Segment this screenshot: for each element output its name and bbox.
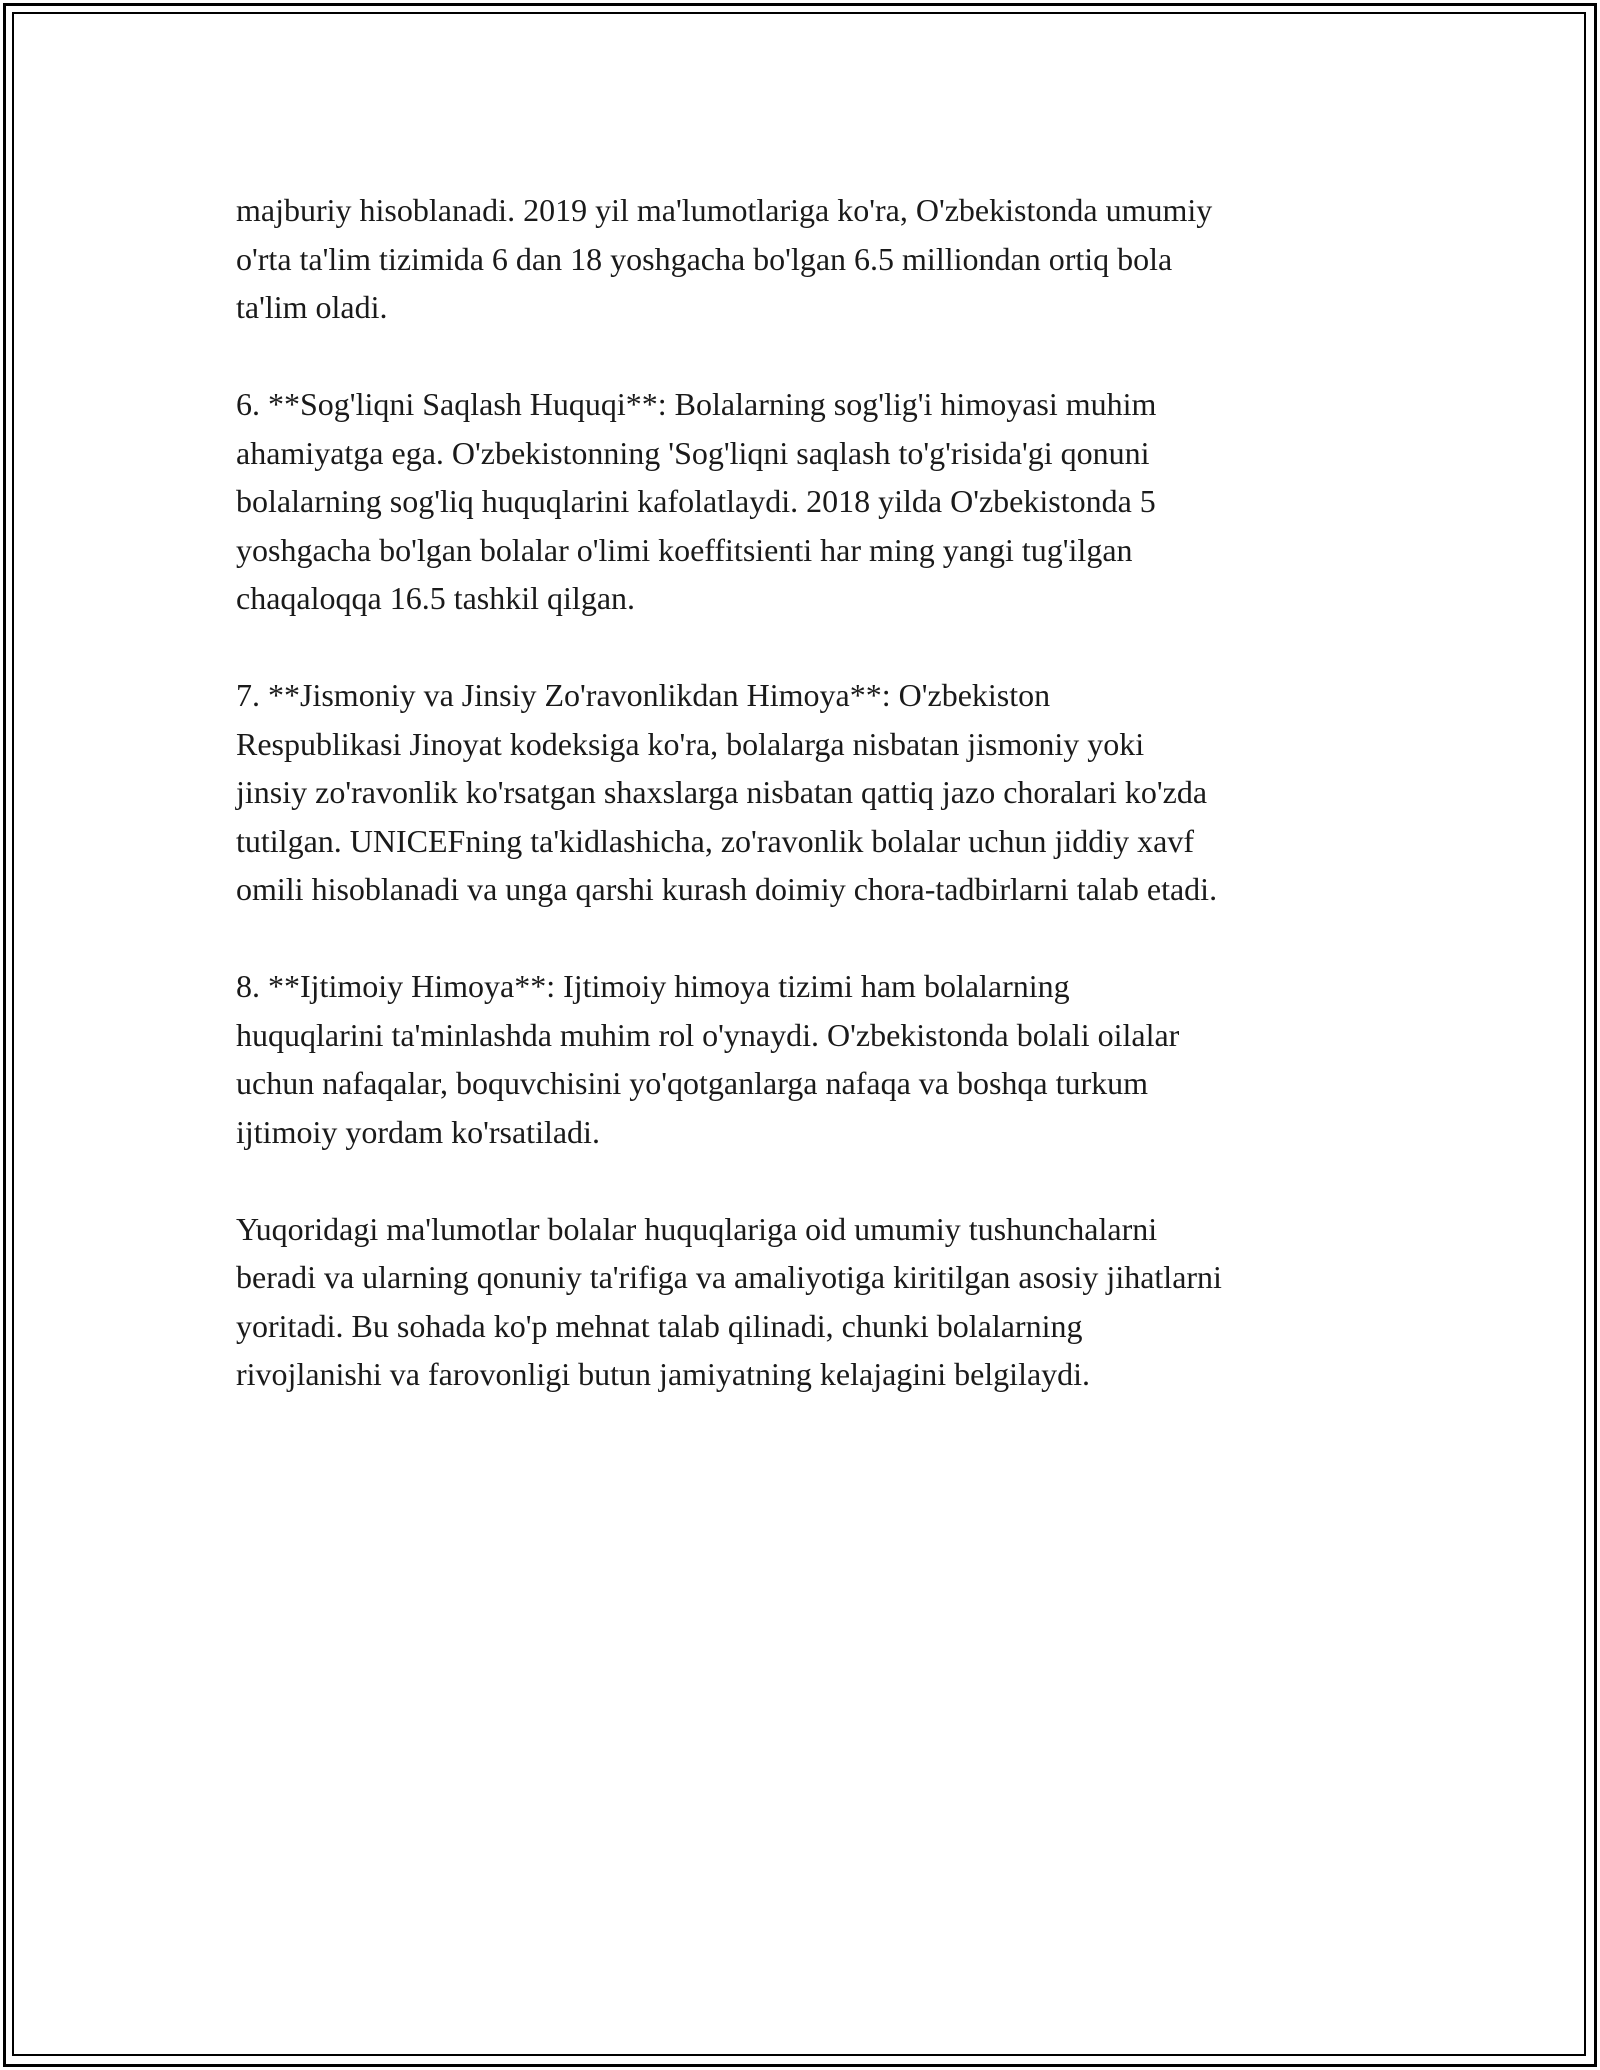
paragraph-health-right: 6. **Sog'liqni Saqlash Huquqi**: Bolalarning sog'lig'i himoyasi muhim ahamiyatga ega. O'zbekistonning 'Sog'liqni saqlash to'g'risida'gi qonuni bolalarning sog'liq huquqlarini kafolatlaydi. 2018 yilda O'zbekistonda 5 yoshgacha bo'lgan bolalar o'limi koeffitsienti har ming yangi tug'ilgan chaqaloqqa 16.5 tashkil qilgan.: [236, 386, 1157, 616]
paragraph-conclusion: Yuqoridagi ma'lumotlar bolalar huquqlariga oid umumiy tushunchalarni beradi va ularning qonuniy ta'rifiga va amaliyotiga kiritilgan asosiy jihatlarni yoritadi. Bu sohada ko'p mehnat talab qilinadi, chunki bolalarning rivojlanishi va farovonligi butun jamiyatning kelajagini belgilaydi.: [236, 1210, 1222, 1392]
document-body: [236, 186, 1376, 1399]
paragraph-violence-protection: 7. **Jismoniy va Jinsiy Zo'ravonlikdan Himoya**: O'zbekiston Respublikasi Jinoyat kodeksiga ko'ra, bolalarga nisbatan jismoniy yoki jinsiy zo'ravonlik ko'rsatgan shaxslarga nisbatan qattiq jazo choralari ko'zda tutilgan. UNICEFning ta'kidlashicha, zo'ravonlik bolalar uchun jiddiy xavf omili hisoblanadi va unga qarshi kurash doimiy chora-tadbirlarni talab etadi.: [236, 677, 1218, 907]
paragraph-education-continued: majburiy hisoblanadi. 2019 yil ma'lumotlariga ko'ra, O'zbekistonda umumiy o'rta ta'lim tizimida 6 dan 18 yoshgacha bo'lgan 6.5 milliondan ortiq bola ta'lim oladi.: [236, 192, 1213, 325]
paragraph-social-protection: 8. **Ijtimoiy Himoya**: Ijtimoiy himoya tizimi ham bolalarning huquqlarini ta'minlashda muhim rol o'ynaydi. O'zbekistonda bolali oilalar uchun nafaqalar, boquvchisini yo'qotganlarga nafaqa va boshqa turkum ijtimoiy yordam ko'rsatiladi.: [236, 968, 1180, 1150]
